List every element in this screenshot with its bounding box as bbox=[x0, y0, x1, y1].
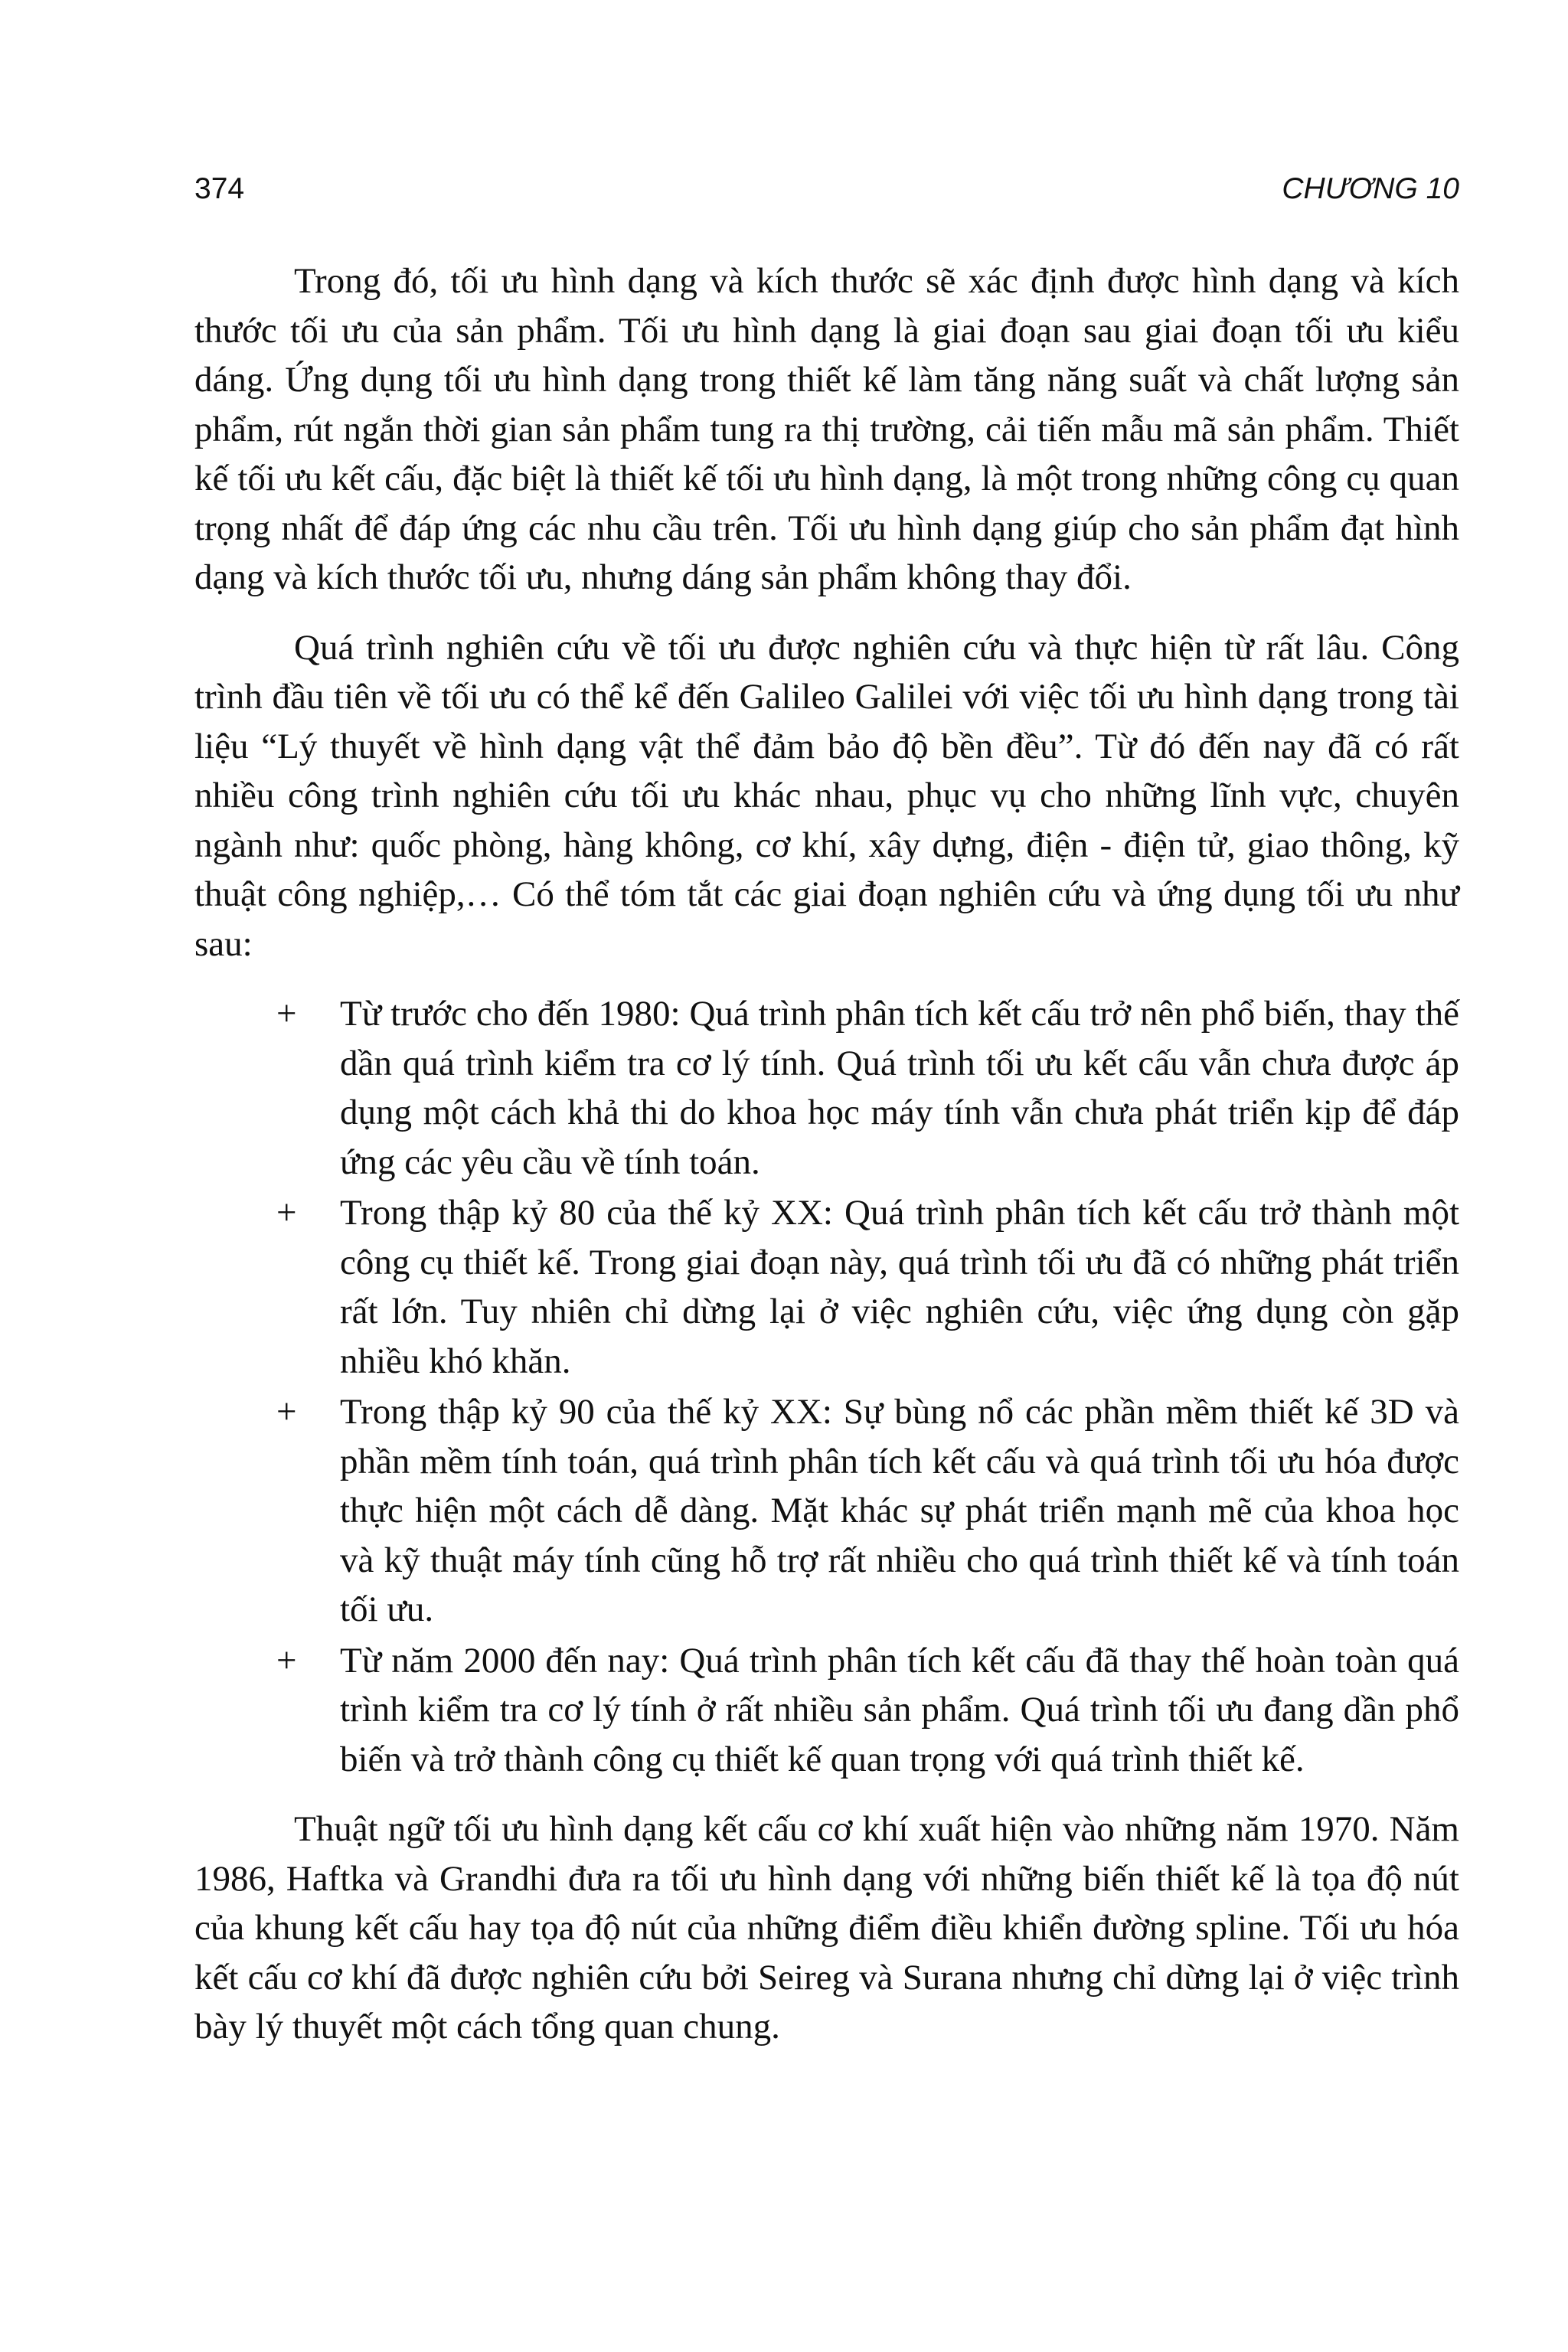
list-item bbox=[276, 1636, 1459, 1785]
list-item-text: Trong thập kỷ 90 của thế kỷ XX: Sự bùng nổ các phần mềm thiết kế 3D và phần mềm tính toán, quá trình phân tích kết cấu và quá trình tối ưu hóa được thực hiện một cách dễ dàng. Mặt khác sự phát triển mạnh mẽ của khoa học và kỹ thuật máy tính cũng hỗ trợ rất nhiều cho quá trình thiết kế và tính toán tối ưu. bbox=[340, 1392, 1459, 1629]
page-header bbox=[194, 170, 1459, 208]
page-number: 374 bbox=[194, 172, 245, 205]
bullet-marker: + bbox=[276, 994, 297, 1034]
paragraph-intro: Trong đó, tối ưu hình dạng và kích thước sẽ xác định được hình dạng và kích thước tối ưu của sản phẩm. Tối ưu hình dạng là giai đoạn sau giai đoạn tối ưu kiểu dáng. Ứng dụng tối ưu hình dạng trong thiết kế làm tăng năng suất và chất lượng sản phẩm, rút ngắn thời gian sản phẩm tung ra thị trường, cải tiến mẫu mã sản phẩm. Thiết kế tối ưu kết cấu, đặc biệt là thiết kế tối ưu hình dạng, là một trong những công cụ quan trọng nhất để đáp ứng các nhu cầu trên. Tối ưu hình dạng giúp cho sản phẩm đạt hình dạng và kích thước tối ưu, nhưng dáng sản phẩm không thay đổi. bbox=[194, 261, 1459, 597]
list-item-text: Từ năm 2000 đến nay: Quá trình phân tích kết cấu đã thay thế hoàn toàn quá trình kiểm tra cơ lý tính ở rất nhiều sản phẩm. Quá trình tối ưu đang dần phổ biến và trở thành công cụ thiết kế quan trọng với quá trình thiết kế. bbox=[340, 1640, 1459, 1779]
paragraph-history: Quá trình nghiên cứu về tối ưu được nghiên cứu và thực hiện từ rất lâu. Công trình đầu tiên về tối ưu có thể kể đến Galileo Galilei với việc tối ưu hình dạng trong tài liệu “Lý thuyết về hình dạng vật thể đảm bảo độ bền đều”. Từ đó đến nay đã có rất nhiều công trình nghiên cứu tối ưu khác nhau, phục vụ cho những lĩnh vực, chuyên ngành như: quốc phòng, hàng không, cơ khí, xây dựng, điện - điện tử, giao thông, kỹ thuật công nghiệp,… Có thể tóm tắt các giai đoạn nghiên cứu và ứng dụng tối ưu như sau: bbox=[194, 627, 1459, 964]
bullet-marker: + bbox=[276, 1392, 297, 1432]
list-item bbox=[276, 1387, 1459, 1635]
list-item bbox=[276, 1188, 1459, 1386]
list-item bbox=[276, 989, 1459, 1187]
list-item-text: Từ trước cho đến 1980: Quá trình phân tích kết cấu trở nên phổ biến, thay thế dần quá trình kiểm tra cơ lý tính. Quá trình tối ưu kết cấu vẫn chưa được áp dụng một cách khả thi do khoa học máy tính vẫn chưa phát triển kịp để đáp ứng các yêu cầu về tính toán. bbox=[340, 994, 1459, 1182]
list-item-text: Trong thập kỷ 80 của thế kỷ XX: Quá trình phân tích kết cấu trở thành một công cụ thiết kế. Trong giai đoạn này, quá trình tối ưu đã có những phát triển rất lớn. Tuy nhiên chỉ dừng lại ở việc nghiên cứu, việc ứng dụng còn gặp nhiều khó khăn. bbox=[340, 1193, 1459, 1381]
chapter-title: CHƯƠNG 10 bbox=[1282, 172, 1459, 205]
research-stages-list bbox=[194, 989, 1459, 1784]
page-body bbox=[194, 256, 1459, 2052]
bullet-marker: + bbox=[276, 1640, 297, 1681]
paragraph-closing: Thuật ngữ tối ưu hình dạng kết cấu cơ khí xuất hiện vào những năm 1970. Năm 1986, Haftka và Grandhi đưa ra tối ưu hình dạng với những biến thiết kế là tọa độ nút của khung kết cấu hay tọa độ nút của những điểm điều khiển đường spline. Tối ưu hóa kết cấu cơ khí đã được nghiên cứu bởi Seireg và Surana nhưng chỉ dừng lại ở việc trình bày lý thuyết một cách tổng quan chung. bbox=[194, 1809, 1459, 2047]
bullet-marker: + bbox=[276, 1193, 297, 1233]
